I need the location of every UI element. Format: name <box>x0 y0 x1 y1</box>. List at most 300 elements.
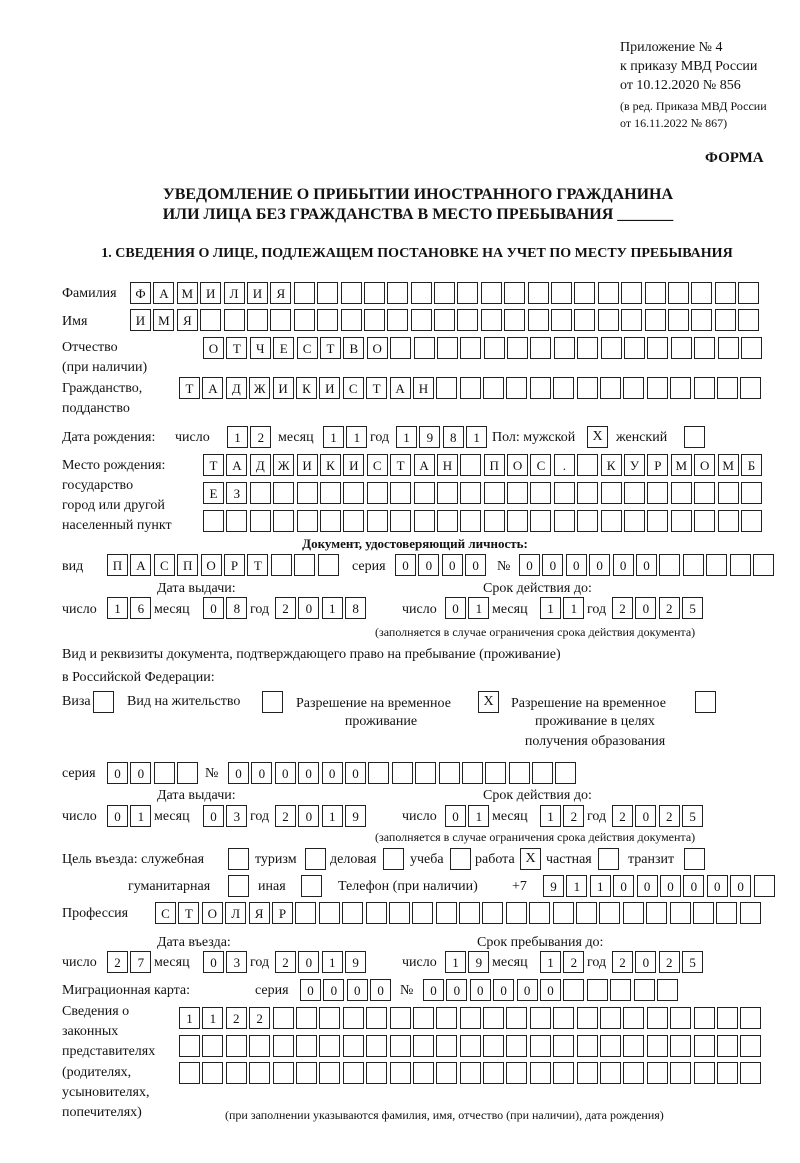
char-box[interactable]: Ж <box>249 377 270 399</box>
char-box[interactable] <box>694 1035 715 1057</box>
char-box[interactable] <box>439 762 460 784</box>
id-issue-day-field[interactable] <box>107 597 154 619</box>
entry-year-field[interactable] <box>275 951 369 973</box>
char-box[interactable] <box>250 510 271 532</box>
char-box[interactable]: 0 <box>589 554 610 576</box>
patronymic-field[interactable] <box>203 337 764 359</box>
purpose-business-checkbox[interactable] <box>383 848 404 870</box>
char-box[interactable] <box>528 282 549 304</box>
char-box[interactable] <box>738 282 759 304</box>
char-box[interactable]: 0 <box>203 951 224 973</box>
char-box[interactable]: 0 <box>251 762 272 784</box>
char-box[interactable]: Б <box>741 454 762 476</box>
char-box[interactable] <box>647 510 668 532</box>
char-box[interactable] <box>179 1035 200 1057</box>
char-box[interactable] <box>460 1035 481 1057</box>
char-box[interactable] <box>647 1007 668 1029</box>
char-box[interactable]: К <box>296 377 317 399</box>
char-box[interactable] <box>577 1062 598 1084</box>
char-box[interactable] <box>273 1035 294 1057</box>
char-box[interactable] <box>341 282 362 304</box>
char-box[interactable] <box>507 510 528 532</box>
char-box[interactable] <box>668 282 689 304</box>
char-box[interactable]: С <box>155 902 176 924</box>
char-box[interactable]: Т <box>179 377 200 399</box>
char-box[interactable]: 0 <box>730 875 751 897</box>
char-box[interactable] <box>294 282 315 304</box>
char-box[interactable] <box>296 1062 317 1084</box>
char-box[interactable] <box>691 282 712 304</box>
char-box[interactable] <box>694 510 715 532</box>
char-box[interactable] <box>179 1062 200 1084</box>
char-box[interactable] <box>320 482 341 504</box>
stay-until-day-field[interactable] <box>445 951 492 973</box>
id-valid-year-field[interactable] <box>612 597 706 619</box>
char-box[interactable] <box>553 377 574 399</box>
char-box[interactable] <box>553 1062 574 1084</box>
char-box[interactable]: 2 <box>659 597 680 619</box>
char-box[interactable] <box>271 554 292 576</box>
stay-issue-year-field[interactable] <box>275 805 369 827</box>
char-box[interactable] <box>647 1062 668 1084</box>
char-box[interactable]: 8 <box>443 426 464 448</box>
char-box[interactable] <box>610 979 631 1001</box>
char-box[interactable]: Т <box>247 554 268 576</box>
char-box[interactable] <box>434 309 455 331</box>
char-box[interactable] <box>577 1035 598 1057</box>
char-box[interactable] <box>718 510 739 532</box>
char-box[interactable] <box>706 554 727 576</box>
char-box[interactable]: 0 <box>107 762 128 784</box>
char-box[interactable] <box>460 377 481 399</box>
char-box[interactable] <box>718 337 739 359</box>
char-box[interactable] <box>624 337 645 359</box>
char-box[interactable] <box>647 377 668 399</box>
char-box[interactable] <box>506 377 527 399</box>
char-box[interactable]: 0 <box>660 875 681 897</box>
char-box[interactable]: П <box>177 554 198 576</box>
char-box[interactable] <box>754 875 775 897</box>
stay-issue-month-field[interactable] <box>203 805 250 827</box>
char-box[interactable] <box>273 1007 294 1029</box>
char-box[interactable]: 0 <box>446 979 467 1001</box>
char-box[interactable] <box>341 309 362 331</box>
char-box[interactable] <box>577 454 598 476</box>
char-box[interactable] <box>412 902 433 924</box>
char-box[interactable]: 2 <box>275 597 296 619</box>
char-box[interactable]: 0 <box>323 979 344 1001</box>
stay-issue-day-field[interactable] <box>107 805 154 827</box>
char-box[interactable] <box>202 1035 223 1057</box>
char-box[interactable] <box>506 1062 527 1084</box>
char-box[interactable] <box>670 1007 691 1029</box>
char-box[interactable] <box>577 377 598 399</box>
char-box[interactable] <box>647 482 668 504</box>
char-box[interactable]: А <box>153 282 174 304</box>
char-box[interactable] <box>598 282 619 304</box>
char-box[interactable]: 2 <box>659 951 680 973</box>
visa-checkbox[interactable] <box>93 691 114 713</box>
char-box[interactable]: 9 <box>468 951 489 973</box>
char-box[interactable] <box>623 377 644 399</box>
char-box[interactable] <box>437 337 458 359</box>
char-box[interactable]: 0 <box>298 951 319 973</box>
char-box[interactable]: 0 <box>418 554 439 576</box>
entry-month-field[interactable] <box>203 951 250 973</box>
char-box[interactable] <box>482 902 503 924</box>
char-box[interactable]: 5 <box>682 805 703 827</box>
char-box[interactable] <box>623 1062 644 1084</box>
purpose-tourism-checkbox[interactable] <box>305 848 326 870</box>
id-kind-field[interactable] <box>107 554 341 576</box>
stay-valid-year-field[interactable] <box>612 805 706 827</box>
birthplace-field-2[interactable] <box>203 482 764 504</box>
char-box[interactable] <box>504 309 525 331</box>
char-box[interactable] <box>600 377 621 399</box>
char-box[interactable]: К <box>601 454 622 476</box>
char-box[interactable] <box>553 902 574 924</box>
char-box[interactable] <box>553 1035 574 1057</box>
char-box[interactable]: 0 <box>347 979 368 1001</box>
id-issue-year-field[interactable] <box>275 597 369 619</box>
char-box[interactable] <box>668 309 689 331</box>
char-box[interactable]: 1 <box>540 597 561 619</box>
char-box[interactable] <box>343 482 364 504</box>
char-box[interactable] <box>623 1007 644 1029</box>
id-valid-month-field[interactable] <box>540 597 587 619</box>
char-box[interactable]: А <box>414 454 435 476</box>
char-box[interactable] <box>554 510 575 532</box>
char-box[interactable]: З <box>226 482 247 504</box>
char-box[interactable] <box>414 510 435 532</box>
char-box[interactable]: 2 <box>659 805 680 827</box>
char-box[interactable] <box>203 510 224 532</box>
char-box[interactable]: А <box>390 377 411 399</box>
char-box[interactable]: 0 <box>635 597 656 619</box>
char-box[interactable]: 1 <box>322 597 343 619</box>
char-box[interactable] <box>577 337 598 359</box>
char-box[interactable] <box>671 337 692 359</box>
char-box[interactable] <box>460 1007 481 1029</box>
char-box[interactable] <box>659 554 680 576</box>
char-box[interactable]: 2 <box>275 951 296 973</box>
char-box[interactable] <box>485 762 506 784</box>
char-box[interactable] <box>577 482 598 504</box>
char-box[interactable] <box>436 377 457 399</box>
char-box[interactable] <box>368 762 389 784</box>
char-box[interactable]: Ф <box>130 282 151 304</box>
char-box[interactable] <box>389 902 410 924</box>
char-box[interactable]: 0 <box>493 979 514 1001</box>
char-box[interactable] <box>343 1007 364 1029</box>
char-box[interactable] <box>530 510 551 532</box>
char-box[interactable] <box>294 309 315 331</box>
char-box[interactable] <box>483 377 504 399</box>
char-box[interactable]: 1 <box>566 875 587 897</box>
char-box[interactable]: 0 <box>322 762 343 784</box>
char-box[interactable] <box>483 1007 504 1029</box>
char-box[interactable]: Л <box>225 902 246 924</box>
char-box[interactable] <box>177 762 198 784</box>
char-box[interactable]: 0 <box>465 554 486 576</box>
char-box[interactable] <box>555 762 576 784</box>
char-box[interactable] <box>411 309 432 331</box>
char-box[interactable] <box>484 337 505 359</box>
char-box[interactable] <box>367 510 388 532</box>
char-box[interactable]: А <box>202 377 223 399</box>
char-box[interactable]: О <box>367 337 388 359</box>
char-box[interactable]: С <box>343 377 364 399</box>
char-box[interactable]: 0 <box>613 875 634 897</box>
char-box[interactable]: 0 <box>298 805 319 827</box>
char-box[interactable]: 1 <box>179 1007 200 1029</box>
char-box[interactable] <box>551 282 572 304</box>
char-box[interactable] <box>460 510 481 532</box>
char-box[interactable] <box>506 1007 527 1029</box>
char-box[interactable]: 2 <box>612 951 633 973</box>
char-box[interactable]: И <box>130 309 151 331</box>
char-box[interactable]: 1 <box>322 951 343 973</box>
char-box[interactable] <box>741 510 762 532</box>
id-valid-day-field[interactable] <box>445 597 492 619</box>
char-box[interactable] <box>387 309 408 331</box>
char-box[interactable] <box>413 1035 434 1057</box>
char-box[interactable] <box>270 309 291 331</box>
char-box[interactable] <box>718 482 739 504</box>
char-box[interactable]: 0 <box>519 554 540 576</box>
char-box[interactable] <box>694 377 715 399</box>
char-box[interactable] <box>436 1035 457 1057</box>
char-box[interactable]: 0 <box>107 805 128 827</box>
char-box[interactable] <box>343 1062 364 1084</box>
char-box[interactable]: 1 <box>130 805 151 827</box>
char-box[interactable] <box>273 1062 294 1084</box>
char-box[interactable] <box>741 337 762 359</box>
temp-residence-checkbox[interactable]: X <box>478 691 499 713</box>
char-box[interactable] <box>551 309 572 331</box>
char-box[interactable]: 0 <box>228 762 249 784</box>
entry-day-field[interactable] <box>107 951 154 973</box>
stay-until-year-field[interactable] <box>612 951 706 973</box>
char-box[interactable] <box>506 1035 527 1057</box>
char-box[interactable]: 2 <box>107 951 128 973</box>
char-box[interactable] <box>621 282 642 304</box>
char-box[interactable]: 2 <box>226 1007 247 1029</box>
sex-male-checkbox[interactable]: X <box>587 426 608 448</box>
char-box[interactable]: 0 <box>636 554 657 576</box>
char-box[interactable] <box>273 482 294 504</box>
char-box[interactable] <box>296 1035 317 1057</box>
char-box[interactable] <box>460 1062 481 1084</box>
char-box[interactable]: 0 <box>423 979 444 1001</box>
char-box[interactable]: 0 <box>540 979 561 1001</box>
char-box[interactable] <box>600 1035 621 1057</box>
char-box[interactable]: Р <box>647 454 668 476</box>
char-box[interactable]: М <box>153 309 174 331</box>
char-box[interactable] <box>691 309 712 331</box>
char-box[interactable] <box>250 482 271 504</box>
char-box[interactable]: О <box>201 554 222 576</box>
char-box[interactable] <box>624 510 645 532</box>
char-box[interactable] <box>532 762 553 784</box>
char-box[interactable]: 1 <box>227 426 248 448</box>
purpose-official-checkbox[interactable] <box>228 848 249 870</box>
char-box[interactable]: 0 <box>300 979 321 1001</box>
char-box[interactable] <box>738 309 759 331</box>
char-box[interactable] <box>741 482 762 504</box>
char-box[interactable] <box>621 309 642 331</box>
id-issue-month-field[interactable] <box>203 597 250 619</box>
sex-female-checkbox[interactable] <box>684 426 705 448</box>
char-box[interactable]: 0 <box>275 762 296 784</box>
char-box[interactable]: М <box>177 282 198 304</box>
char-box[interactable] <box>390 1035 411 1057</box>
char-box[interactable] <box>390 1062 411 1084</box>
char-box[interactable] <box>670 377 691 399</box>
stay-number-field[interactable] <box>228 762 579 784</box>
char-box[interactable]: С <box>154 554 175 576</box>
char-box[interactable]: 1 <box>107 597 128 619</box>
char-box[interactable] <box>647 1035 668 1057</box>
char-box[interactable]: О <box>694 454 715 476</box>
char-box[interactable]: Е <box>273 337 294 359</box>
char-box[interactable]: 1 <box>590 875 611 897</box>
char-box[interactable]: 3 <box>226 951 247 973</box>
purpose-humanitarian-checkbox[interactable] <box>228 875 249 897</box>
char-box[interactable] <box>392 762 413 784</box>
char-box[interactable] <box>390 337 411 359</box>
char-box[interactable]: 5 <box>682 597 703 619</box>
char-box[interactable] <box>247 309 268 331</box>
char-box[interactable]: И <box>343 454 364 476</box>
char-box[interactable]: 0 <box>345 762 366 784</box>
char-box[interactable] <box>366 1035 387 1057</box>
char-box[interactable] <box>483 1062 504 1084</box>
char-box[interactable]: А <box>130 554 151 576</box>
char-box[interactable] <box>599 902 620 924</box>
reps-field-1[interactable] <box>179 1007 764 1029</box>
char-box[interactable]: 1 <box>202 1007 223 1029</box>
residence-permit-checkbox[interactable] <box>262 691 283 713</box>
char-box[interactable] <box>317 309 338 331</box>
char-box[interactable] <box>577 510 598 532</box>
char-box[interactable]: А <box>226 454 247 476</box>
char-box[interactable] <box>530 337 551 359</box>
char-box[interactable]: 1 <box>322 805 343 827</box>
char-box[interactable] <box>671 482 692 504</box>
temp-residence-edu-checkbox[interactable] <box>695 691 716 713</box>
char-box[interactable] <box>202 1062 223 1084</box>
char-box[interactable] <box>366 1007 387 1029</box>
id-series-field[interactable] <box>395 554 489 576</box>
char-box[interactable] <box>318 554 339 576</box>
char-box[interactable] <box>459 902 480 924</box>
char-box[interactable]: Ч <box>250 337 271 359</box>
char-box[interactable] <box>249 1062 270 1084</box>
char-box[interactable] <box>740 377 761 399</box>
char-box[interactable]: Д <box>250 454 271 476</box>
char-box[interactable]: О <box>507 454 528 476</box>
char-box[interactable] <box>436 1007 457 1029</box>
char-box[interactable]: 1 <box>445 951 466 973</box>
char-box[interactable] <box>413 1062 434 1084</box>
char-box[interactable]: 0 <box>442 554 463 576</box>
char-box[interactable] <box>481 309 502 331</box>
char-box[interactable] <box>646 902 667 924</box>
char-box[interactable] <box>414 337 435 359</box>
char-box[interactable] <box>657 979 678 1001</box>
char-box[interactable] <box>670 1062 691 1084</box>
char-box[interactable]: Т <box>226 337 247 359</box>
purpose-transit-checkbox[interactable] <box>684 848 705 870</box>
char-box[interactable]: Н <box>413 377 434 399</box>
char-box[interactable] <box>623 902 644 924</box>
id-number-field[interactable] <box>519 554 776 576</box>
char-box[interactable] <box>294 554 315 576</box>
migration-series-field[interactable] <box>300 979 394 1001</box>
char-box[interactable] <box>342 902 363 924</box>
char-box[interactable] <box>390 482 411 504</box>
char-box[interactable]: 8 <box>226 597 247 619</box>
char-box[interactable]: 1 <box>396 426 417 448</box>
char-box[interactable] <box>226 1035 247 1057</box>
char-box[interactable] <box>587 979 608 1001</box>
char-box[interactable]: 1 <box>346 426 367 448</box>
char-box[interactable] <box>364 309 385 331</box>
char-box[interactable] <box>436 902 457 924</box>
reps-field-2[interactable] <box>179 1035 764 1057</box>
surname-field[interactable] <box>130 282 762 304</box>
char-box[interactable] <box>740 1035 761 1057</box>
char-box[interactable] <box>553 1007 574 1029</box>
char-box[interactable]: Т <box>366 377 387 399</box>
char-box[interactable]: 1 <box>540 951 561 973</box>
char-box[interactable] <box>576 902 597 924</box>
char-box[interactable] <box>694 337 715 359</box>
char-box[interactable] <box>601 337 622 359</box>
char-box[interactable] <box>295 902 316 924</box>
stay-valid-day-field[interactable] <box>445 805 492 827</box>
char-box[interactable] <box>224 309 245 331</box>
char-box[interactable]: 0 <box>542 554 563 576</box>
char-box[interactable]: 6 <box>130 597 151 619</box>
char-box[interactable] <box>574 309 595 331</box>
char-box[interactable]: Е <box>203 482 224 504</box>
char-box[interactable]: 0 <box>635 951 656 973</box>
char-box[interactable]: И <box>273 377 294 399</box>
char-box[interactable]: Р <box>224 554 245 576</box>
char-box[interactable] <box>366 902 387 924</box>
char-box[interactable] <box>364 282 385 304</box>
char-box[interactable] <box>670 902 691 924</box>
char-box[interactable]: И <box>297 454 318 476</box>
char-box[interactable] <box>319 1062 340 1084</box>
birthplace-field-3[interactable] <box>203 510 764 532</box>
birthplace-field-1[interactable] <box>203 454 764 476</box>
char-box[interactable]: Я <box>177 309 198 331</box>
char-box[interactable] <box>634 979 655 1001</box>
char-box[interactable] <box>200 309 221 331</box>
char-box[interactable] <box>670 1035 691 1057</box>
char-box[interactable] <box>434 282 455 304</box>
char-box[interactable] <box>598 309 619 331</box>
char-box[interactable] <box>319 902 340 924</box>
char-box[interactable] <box>411 282 432 304</box>
char-box[interactable] <box>483 1035 504 1057</box>
char-box[interactable]: 0 <box>517 979 538 1001</box>
char-box[interactable]: 1 <box>466 426 487 448</box>
char-box[interactable] <box>694 1062 715 1084</box>
